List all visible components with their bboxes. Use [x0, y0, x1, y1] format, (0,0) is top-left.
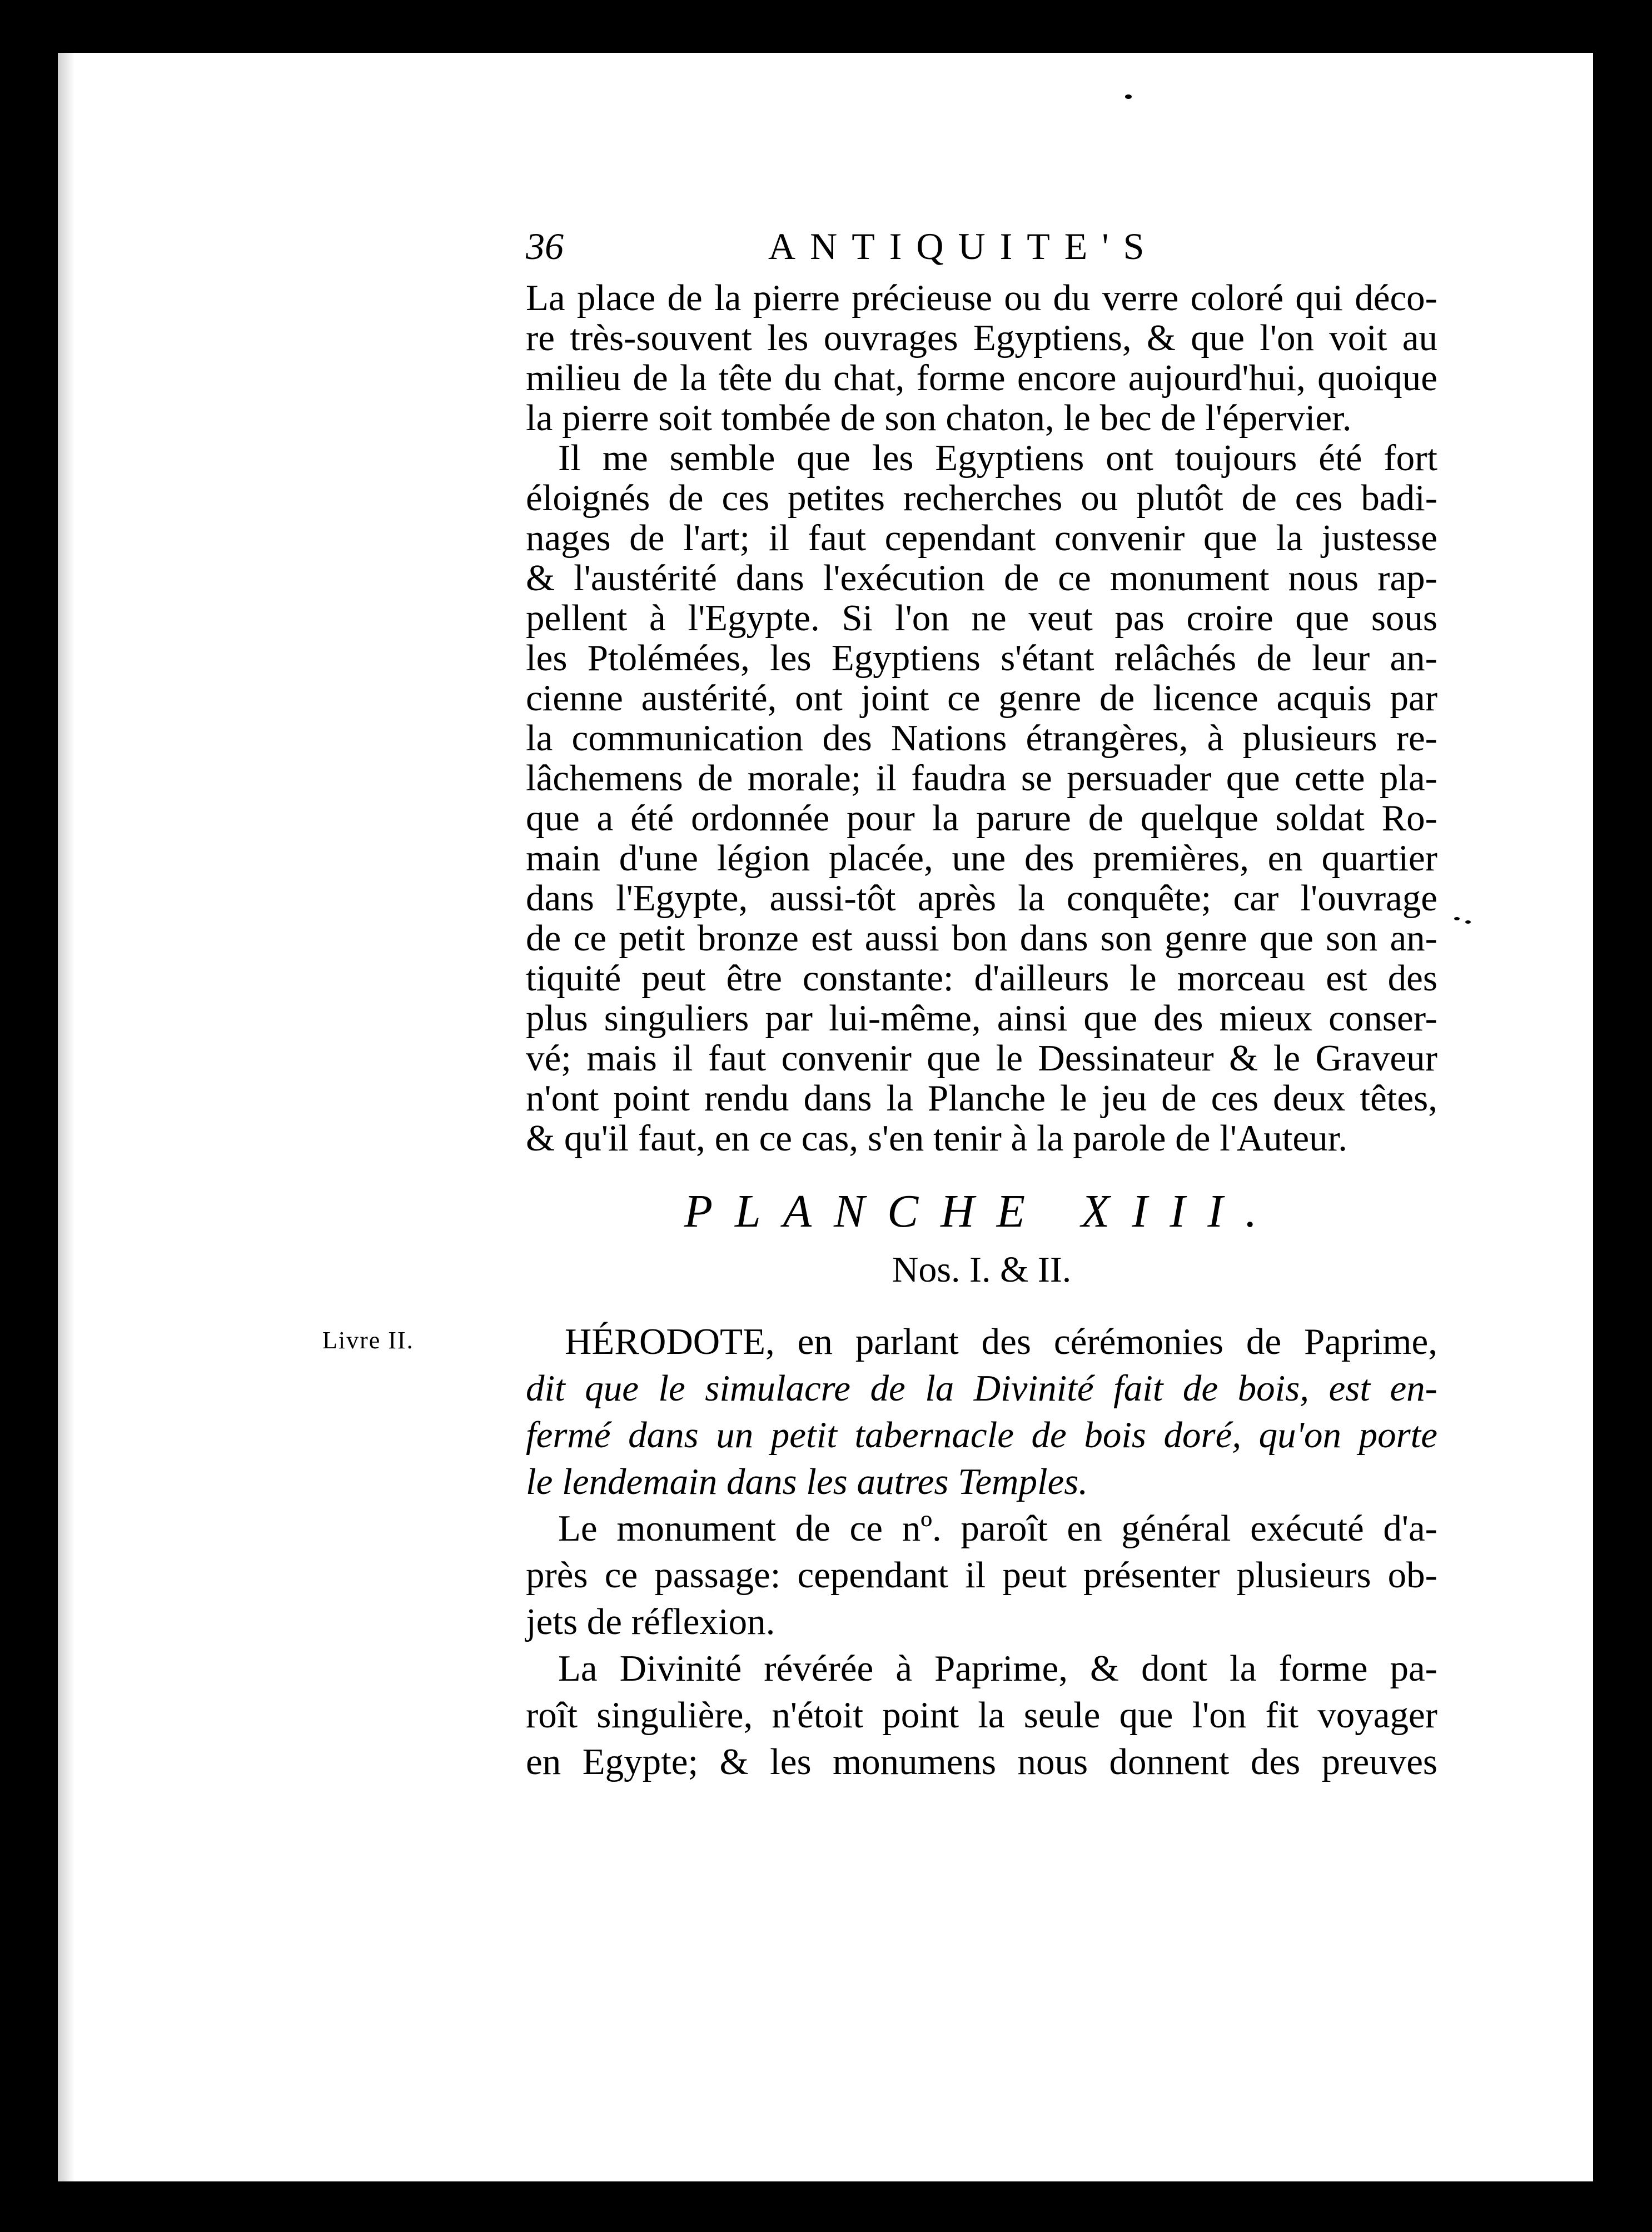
- text-line: le lendemain dans les autres Temples.: [526, 1461, 1088, 1502]
- text-line: pellent à l'Egypte. Si l'on ne veut pas croire que sous: [526, 597, 1437, 639]
- scan-speck: [1465, 920, 1471, 924]
- text-line: éloignés de ces petites recherches ou plutôt de ces badi-: [526, 477, 1437, 519]
- text-line: la communication des Nations étrangères, à plusieurs re-: [526, 718, 1437, 759]
- scan-speck: [1454, 917, 1460, 920]
- running-title: ANTIQUITE'S: [768, 225, 1159, 267]
- text-line: nages de l'art; il faut cependant convenir que la justesse: [526, 517, 1437, 559]
- text-line: que a été ordonnée pour la parure de quelque soldat Ro-: [526, 798, 1437, 839]
- plate-line-0: HÉRODOTE, en parlant des cérémonies de Paprime,: [565, 1321, 1437, 1362]
- text-line: près ce passage: cependant il peut présenter plusieurs ob-: [526, 1555, 1437, 1596]
- text-line: plus singuliers par lui-même, ainsi que des mieux conser-: [526, 998, 1437, 1039]
- text-line: dit que le simulacre de la Divinité fait de bois, est en-: [526, 1368, 1437, 1409]
- text-line: n'ont point rendu dans la Planche le jeu de ces deux têtes,: [526, 1078, 1437, 1119]
- text-line: roît singulière, n'étoit point la seule que l'on fit voyager: [526, 1695, 1437, 1736]
- margin-note: Livre II.: [322, 1327, 414, 1354]
- text-line: main d'une légion placée, une des premières, en quartier: [526, 838, 1437, 879]
- text-line: dans l'Egypte, aussi-tôt après la conquête; car l'ouvrage: [526, 878, 1437, 919]
- scan-speck: [1125, 94, 1132, 99]
- text-line: lâchemens de morale; il faudra se persuader que cette pla-: [526, 758, 1437, 799]
- text-line: La place de la pierre précieuse ou du verre coloré qui déco-: [526, 277, 1437, 318]
- text-line: re très-souvent les ouvrages Egyptiens, & que l'on voit au: [526, 317, 1437, 358]
- text-line: cienne austérité, ont joint ce genre de licence acquis par: [526, 677, 1437, 719]
- plate-numbers: Nos. I. & II.: [892, 1249, 1072, 1290]
- text-line: les Ptolémées, les Egyptiens s'étant relâchés de leur an-: [526, 637, 1437, 679]
- text-line: fermé dans un petit tabernacle de bois doré, qu'on porte: [526, 1414, 1437, 1456]
- text-line: [526, 1318, 1437, 1365]
- text-line: tiquité peut être constante: d'ailleurs le morceau est des: [526, 958, 1437, 999]
- text-line: & qu'il faut, en ce cas, s'en tenir à la parole de l'Auteur.: [526, 1118, 1348, 1159]
- page-edge-shadow: [58, 53, 74, 2181]
- text-line: Il me semble que les Egyptiens ont toujours été fort: [558, 437, 1437, 479]
- text-line: la pierre soit tombée de son chaton, le bec de l'épervier.: [526, 397, 1352, 439]
- page-number: 36: [526, 225, 564, 267]
- text-line: La Divinité révérée à Paprime, & dont la forme pa-: [558, 1648, 1437, 1689]
- text-line: jets de réflexion.: [526, 1601, 775, 1642]
- text-line: en Egypte; & les monumens nous donnent des preuves: [526, 1741, 1437, 1782]
- running-head: [526, 225, 1437, 269]
- text-line: vé; mais il faut convenir que le Dessinateur & le Graveur: [526, 1038, 1437, 1079]
- plate-title: PLANCHE XIII.: [684, 1185, 1280, 1237]
- text-line: & l'austérité dans l'exécution de ce monument nous rap-: [526, 557, 1437, 599]
- text-line: de ce petit bronze est aussi bon dans son genre que son an-: [526, 918, 1437, 959]
- text-line: Le monument de ce nº. paroît en général exécuté d'a-: [558, 1508, 1437, 1549]
- text-line: milieu de la tête du chat, forme encore aujourd'hui, quoique: [526, 357, 1437, 398]
